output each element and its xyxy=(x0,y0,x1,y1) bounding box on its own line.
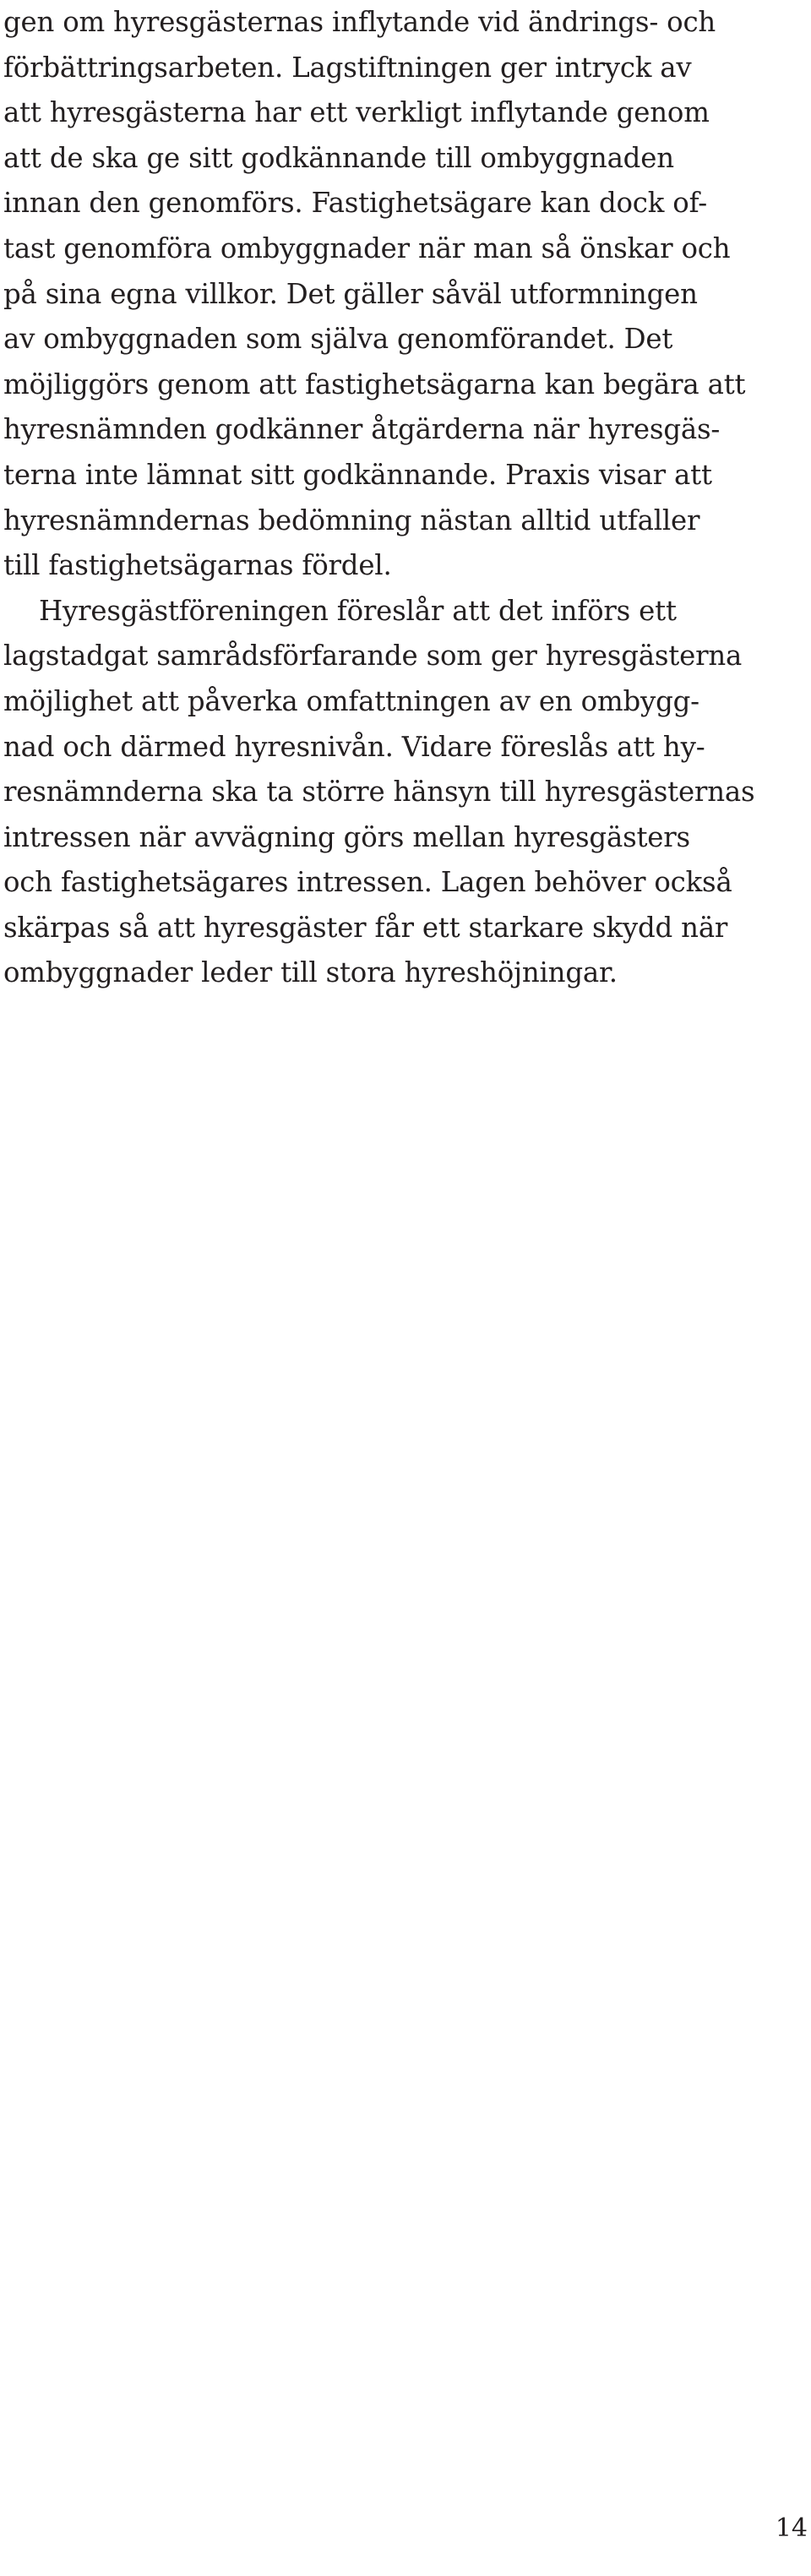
body-text xyxy=(3,0,802,996)
paragraph-1-line-1: gen om hyresgästernas inflytande vid ändrings- och xyxy=(3,6,716,38)
paragraph-1-line-3: att hyresgästerna har ett verkligt inflytande genom xyxy=(3,96,710,129)
paragraph-1-line-9: möjliggörs genom att fastighetsägarna kan begära att xyxy=(3,368,746,400)
paragraph-1-line-7: på sina egna villkor. Det gäller såväl utformningen xyxy=(3,277,698,310)
paragraph-2-line-4: nad och därmed hyresnivån. Vidare föreslås att hy- xyxy=(3,730,705,763)
paragraph-1-line-2: förbättringsarbeten. Lagstiftningen ger intryck av xyxy=(3,51,692,84)
paragraph-1-line-6: tast genomföra ombyggnader när man så önskar och xyxy=(3,231,731,264)
paragraph-1-line-5: innan den genomförs. Fastighetsägare kan dock of- xyxy=(3,187,707,220)
paragraph-2-line-8: skärpas så att hyresgäster får ett starkare skydd när xyxy=(3,911,728,944)
paragraph-2-line-3: möjlighet att påverka omfattningen av en ombygg- xyxy=(3,684,699,717)
paragraph-2-line-7: och fastighetsägares intressen. Lagen behöver också xyxy=(3,866,732,899)
paragraph-2-line-6: intressen när avvägning görs mellan hyresgästers xyxy=(3,820,690,853)
paragraph-1-line-13: till fastighetsägarnas fördel. xyxy=(3,549,392,582)
paragraph-2-line-1: Hyresgästföreningen föreslår att det införs ett xyxy=(39,594,677,627)
paragraph-2-line-9: ombyggnader leder till stora hyreshöjningar. xyxy=(3,956,618,989)
paragraph-1-line-11: terna inte lämnat sitt godkännande. Praxis visar att xyxy=(3,458,712,491)
paragraph-2-line-2: lagstadgat samrådsförfarande som ger hyresgästerna xyxy=(3,640,743,673)
paragraph-1-line-4: att de ska ge sitt godkännande till ombyggnaden xyxy=(3,141,674,174)
paragraph-1-line-12: hyresnämndernas bedömning nästan alltid utfaller xyxy=(3,504,700,536)
page-number: 14 xyxy=(775,2513,808,2543)
paragraph-1-line-8: av ombyggnaden som själva genomförandet. Det xyxy=(3,323,673,356)
paragraph-2-line-5: resnämnderna ska ta större hänsyn till hyresgästernas xyxy=(3,776,755,809)
paragraph-1-line-10: hyresnämnden godkänner åtgärderna när hyresgäs- xyxy=(3,413,721,446)
